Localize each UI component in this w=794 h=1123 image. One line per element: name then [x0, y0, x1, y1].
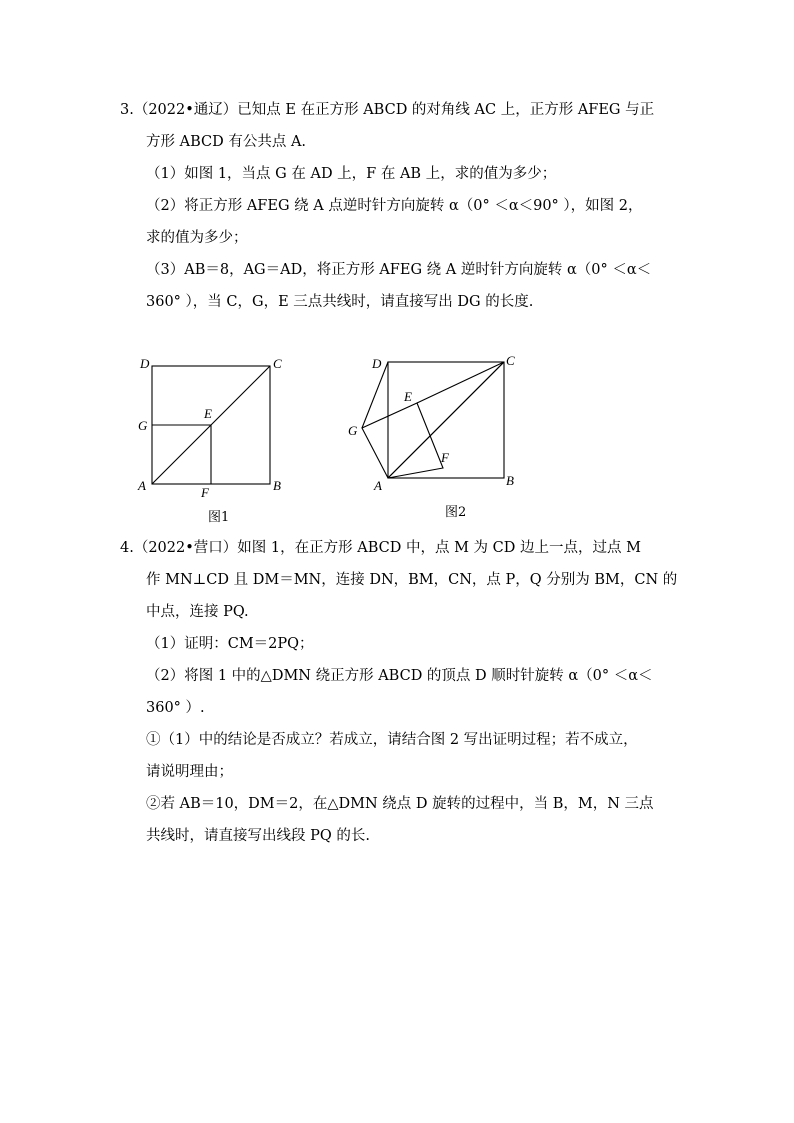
figure-1-caption: 图1: [208, 510, 230, 525]
square-afeg: [362, 403, 443, 478]
label-e: E: [404, 389, 412, 404]
label-d: D: [372, 356, 382, 371]
figure-2: [340, 345, 540, 534]
q3-part3-b: 360° ），当 C，G，E 三点共线时，请直接写出 DG 的长度.: [146, 294, 534, 310]
q4-line2: 作 MN⊥CD 且 DM＝MN，连接 DN，BM，CN，点 P，Q 分别为 BM，CN 的: [146, 572, 678, 588]
figure-2-caption: 图2: [445, 505, 467, 520]
q4-line1: 4.（2022•营口）如图 1，在正方形 ABCD 中，点 M 为 CD 边上一点，过点 M: [120, 540, 641, 556]
label-c: C: [273, 356, 282, 371]
q4-part1: （1）证明：CM＝2PQ；: [146, 636, 314, 652]
label-f: F: [441, 450, 449, 465]
q3-line2: 方形 ABCD 有公共点 A.: [146, 134, 307, 150]
q4-sub1-a: ①（1）中的结论是否成立？若成立，请结合图 2 写出证明过程；若不成立，: [146, 732, 638, 748]
q4-sub2-a: ②若 AB＝10，DM＝2，在△DMN 绕点 D 旋转的过程中，当 B，M，N 三点: [146, 796, 654, 812]
q3-part3-a: （3）AB＝8，AG＝AD，将正方形 AFEG 绕 A 逆时针方向旋转 α（0° ＜α＜: [146, 262, 652, 278]
segment-ec: [417, 362, 504, 403]
figure-1: [130, 350, 300, 534]
label-f: F: [201, 485, 209, 500]
q3-part1: （1）如图 1，当点 G 在 AD 上，F 在 AB 上，求的值为多少；: [146, 166, 557, 182]
label-g: G: [348, 423, 358, 438]
label-c: C: [506, 353, 515, 368]
label-d: D: [140, 356, 150, 371]
figure-2-svg: [340, 345, 540, 530]
figure-1-svg: [130, 350, 300, 530]
q3-part2-a: （2）将正方形 AFEG 绕 A 点逆时针方向旋转 α（0° ＜α＜90° ），如图 2，: [146, 198, 643, 214]
q4-part2-a: （2）将图 1 中的△DMN 绕正方形 ABCD 的顶点 D 顺时针旋转 α（0° ＜α＜: [146, 668, 653, 684]
q4-sub1-b: 请说明理由；: [146, 764, 233, 780]
label-a: A: [374, 478, 382, 493]
q3-part2-b: 求的值为多少；: [146, 230, 248, 246]
q4-line3: 中点，连接 PQ.: [146, 604, 249, 620]
q3-line1: 3.（2022•通辽）已知点 E 在正方形 ABCD 的对角线 AC 上，正方形 AFEG 与正: [120, 102, 655, 118]
label-g: G: [138, 418, 148, 433]
q4-part2-b: 360° ）.: [146, 700, 205, 716]
label-e: E: [204, 406, 212, 421]
label-b: B: [506, 473, 514, 488]
label-a: A: [138, 478, 146, 493]
q4-sub2-b: 共线时，请直接写出线段 PQ 的长.: [146, 828, 370, 844]
label-b: B: [273, 478, 281, 493]
